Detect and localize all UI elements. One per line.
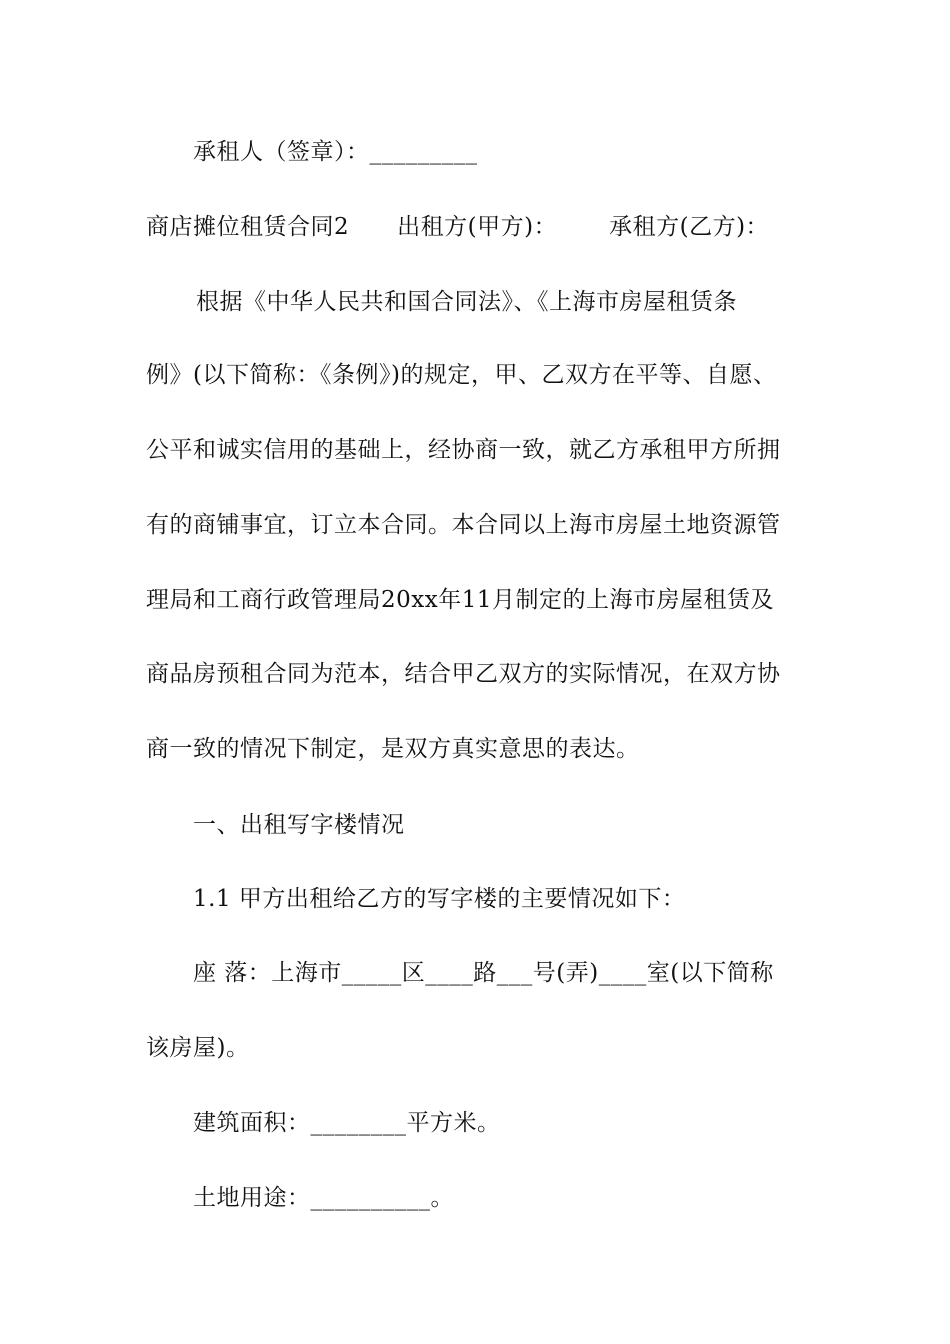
paragraph-line: 商一致的情况下制定，是双方真实意思的表达。: [146, 736, 640, 762]
section-heading: 一、出租写字楼情况: [193, 812, 405, 838]
paragraph-line: 有的商铺事宜，订立本合同。本合同以上海市房屋土地资源管: [146, 512, 781, 538]
clause-line: 1.1 甲方出租给乙方的写字楼的主要情况如下：: [193, 886, 686, 912]
land-use-line: 土地用途：__________。: [193, 1185, 454, 1211]
lessor-party-label: 出租方(甲方)：: [397, 214, 558, 240]
paragraph-line: 理局和工商行政管理局20xx年11月制定的上海市房屋租赁及: [146, 587, 774, 613]
paragraph-line: 商品房预租合同为范本，结合甲乙双方的实际情况，在双方协: [146, 661, 781, 687]
contract-title-line: [146, 212, 816, 242]
paragraph-line: 例》(以下简称：《条例》)的规定，甲、乙双方在平等、自愿、: [146, 362, 777, 388]
address-line-continued: 该房屋)。: [146, 1035, 250, 1061]
address-line: 座 落：上海市_____区____路___号(弄)____室(以下简称: [193, 960, 774, 986]
lessee-signature-line: 承租人（签章）：_________: [193, 139, 478, 165]
contract-title: 商店摊位租赁合同2: [146, 214, 350, 240]
floor-area-line: 建筑面积：________平方米。: [193, 1110, 501, 1136]
lessee-party-label: 承租方(乙方)：: [609, 214, 770, 240]
paragraph-line: 根据《中华人民共和国合同法》、《上海市房屋租赁条: [196, 289, 737, 315]
paragraph-line: 公平和诚实信用的基础上，经协商一致，就乙方承租甲方所拥: [146, 437, 781, 463]
